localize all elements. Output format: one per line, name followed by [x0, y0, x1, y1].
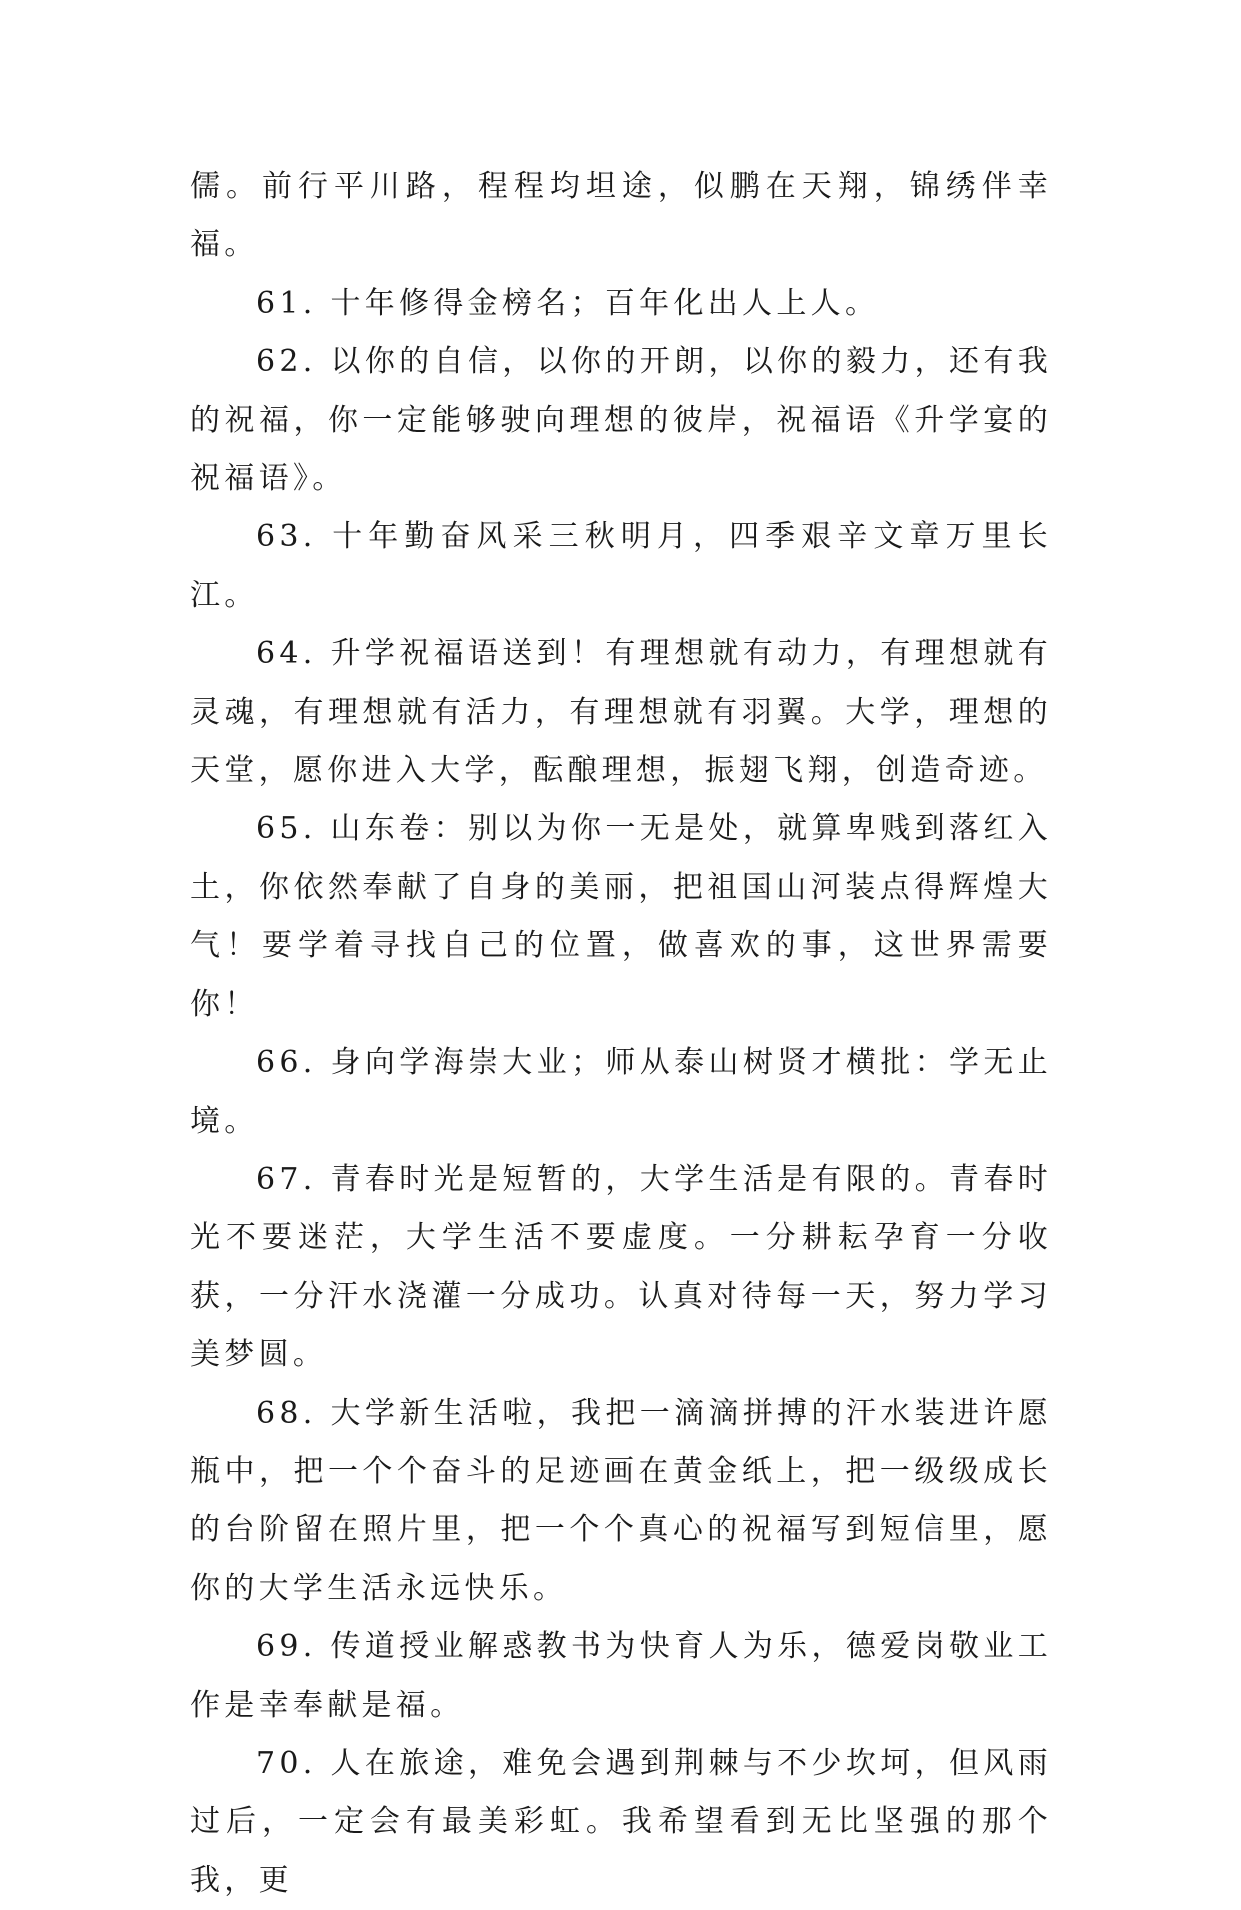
paragraph-62: 62. 以你的自信，以你的开朗，以你的毅力，还有我的祝福，你一定能够驶向理想的彼岸，祝福语《升学宴的祝福语》。 — [190, 344, 1052, 497]
paragraph-64: 64. 升学祝福语送到！有理想就有动力，有理想就有灵魂，有理想就有活力，有理想就有羽翼。大学，理想的天堂，愿你进入大学，酝酿理想，振翅飞翔，创造奇迹。 — [190, 636, 1052, 789]
paragraph-68: 68. 大学新生活啦，我把一滴滴拼搏的汗水装进许愿瓶中，把一个个奋斗的足迹画在黄金纸上，把一级级成长的台阶留在照片里，把一个个真心的祝福写到短信里，愿你的大学生活永远快乐。 — [190, 1395, 1052, 1606]
paragraph-67: 67. 青春时光是短暂的，大学生活是有限的。青春时光不要迷茫，大学生活不要虚度。一分耕耘孕育一分收获，一分汗水浇灌一分成功。认真对待每一天，努力学习美梦圆。 — [190, 1161, 1052, 1373]
paragraph-70: 70. 人在旅途，难免会遇到荆棘与不少坎坷，但风雨过后，一定会有最美彩虹。我希望看到无比坚强的那个我，更 — [190, 1745, 1052, 1898]
paragraph-63: 63. 十年勤奋风采三秋明月，四季艰辛文章万里长江。 — [190, 519, 1052, 613]
paragraph-61: 61. 十年修得金榜名；百年化出人上人。 — [256, 285, 880, 321]
paragraph-66: 66. 身向学海崇大业；师从泰山树贤才横批：学无止境。 — [190, 1045, 1052, 1139]
document-body — [190, 158, 1052, 1910]
paragraph-continuation: 儒。前行平川路，程程均坦途，似鹏在天翔，锦绣伴幸福。 — [190, 169, 1052, 263]
paragraph-69: 69. 传道授业解惑教书为快育人为乐，德爱岗敬业工作是幸奉献是福。 — [190, 1629, 1052, 1723]
paragraph-65: 65. 山东卷：别以为你一无是处，就算卑贱到落红入土，你依然奉献了自身的美丽，把祖国山河装点得辉煌大气！要学着寻找自己的位置，做喜欢的事，这世界需要你！ — [190, 811, 1052, 1022]
